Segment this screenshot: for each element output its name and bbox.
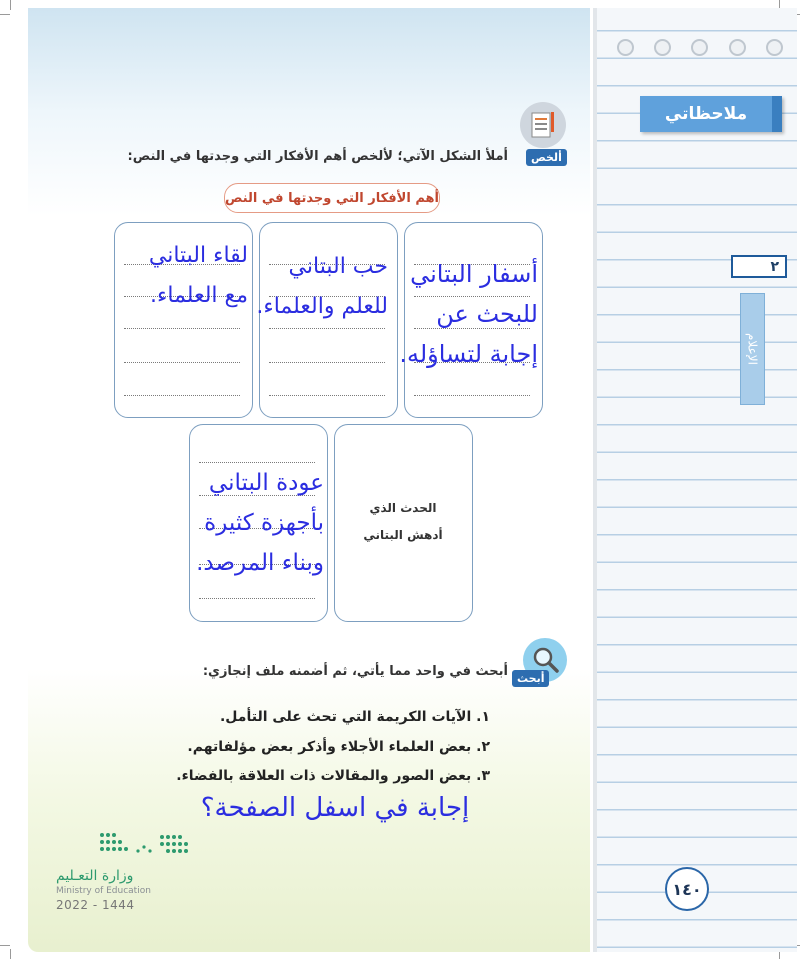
dotted-line xyxy=(124,362,240,363)
ring-hole-icon xyxy=(729,39,746,56)
dotted-line xyxy=(124,395,240,396)
notes-tab xyxy=(640,96,782,132)
summary-badge: ألخص xyxy=(526,149,567,166)
handwritten-answer-4 xyxy=(196,463,324,583)
center-event-line1: الحدث الذي xyxy=(369,501,437,515)
ministry-name-ar: وزارة التعـليم xyxy=(56,868,134,884)
handwritten-answer-1 xyxy=(399,254,538,374)
dotted-line xyxy=(199,598,315,599)
unit-title-strip xyxy=(740,293,765,405)
handwritten-line: للبحث عن xyxy=(436,300,538,328)
handwritten-line: إجابة لتساؤله. xyxy=(399,340,538,368)
unit-number-text: ٢ xyxy=(770,258,779,275)
ring-hole-icon xyxy=(654,39,671,56)
ministry-name-en: Ministry of Education xyxy=(56,886,151,896)
dotted-line xyxy=(124,328,240,329)
notes-tab-label: ملاحظاتي xyxy=(664,104,748,124)
handwritten-line: لقاء البتاني xyxy=(148,243,248,268)
handwritten-line: مع العلماء. xyxy=(150,283,248,308)
page-number xyxy=(665,867,709,911)
handwritten-line: عودة البتاني xyxy=(208,470,324,496)
dotted-line xyxy=(269,362,385,363)
list-item: ٢. بعض العلماء الأجلاء وأذكر بعض مؤلفاتهم. xyxy=(187,739,490,755)
unit-number xyxy=(731,255,787,278)
ideas-header-text: أهم الأفكار التي وجدتها في النص xyxy=(224,190,439,206)
ideas-header-pill xyxy=(224,183,440,213)
handwritten-line: بأجهزة كثيرة xyxy=(204,510,324,536)
dotted-line xyxy=(414,395,530,396)
center-event-line2: أدهش البتاني xyxy=(363,528,443,542)
ring-hole-icon xyxy=(617,39,634,56)
research-badge: أبحث xyxy=(512,670,549,687)
handwritten-line: للعلم والعلماء. xyxy=(256,294,388,319)
center-event-label xyxy=(336,495,470,549)
ministry-logo-dots xyxy=(98,831,190,863)
ring-hole-icon xyxy=(691,39,708,56)
handwritten-answer-2 xyxy=(256,247,388,327)
handwritten-line: وبناء المرصد. xyxy=(196,550,324,576)
crop-mark xyxy=(10,949,11,959)
edition-year: 2022 - 1444 xyxy=(56,898,135,912)
handwritten-line: أسفار البتاني xyxy=(410,260,538,288)
crop-mark xyxy=(0,14,10,15)
document-pencil-icon xyxy=(520,102,566,148)
list-item: ٣. بعض الصور والمقالات ذات العلاقة بالفضاء. xyxy=(176,768,490,784)
page-number-text: ١٤٠ xyxy=(672,879,702,899)
ring-hole-icon xyxy=(766,39,783,56)
dotted-line xyxy=(269,328,385,329)
summary-instruction: أملأ الشكل الآتي؛ لألخص أهم الأفكار التي وجدتها في النص: xyxy=(127,149,508,164)
crop-mark xyxy=(0,945,10,946)
dotted-line xyxy=(269,395,385,396)
unit-title: الإعلام xyxy=(745,333,760,365)
handwritten-line: حب البتاني xyxy=(288,254,388,279)
notes-page xyxy=(593,8,797,952)
handwritten-answer-3 xyxy=(149,236,248,316)
list-item: ١. الآيات الكريمة التي تحث على التأمل. xyxy=(219,709,490,725)
crop-mark xyxy=(10,0,11,10)
research-instruction: أبحث في واحد مما يأتي، ثم أضمنه ملف إنجازي: xyxy=(202,664,508,679)
handwritten-answer-note: إجابة في اسفل الصفحة؟ xyxy=(200,793,470,823)
